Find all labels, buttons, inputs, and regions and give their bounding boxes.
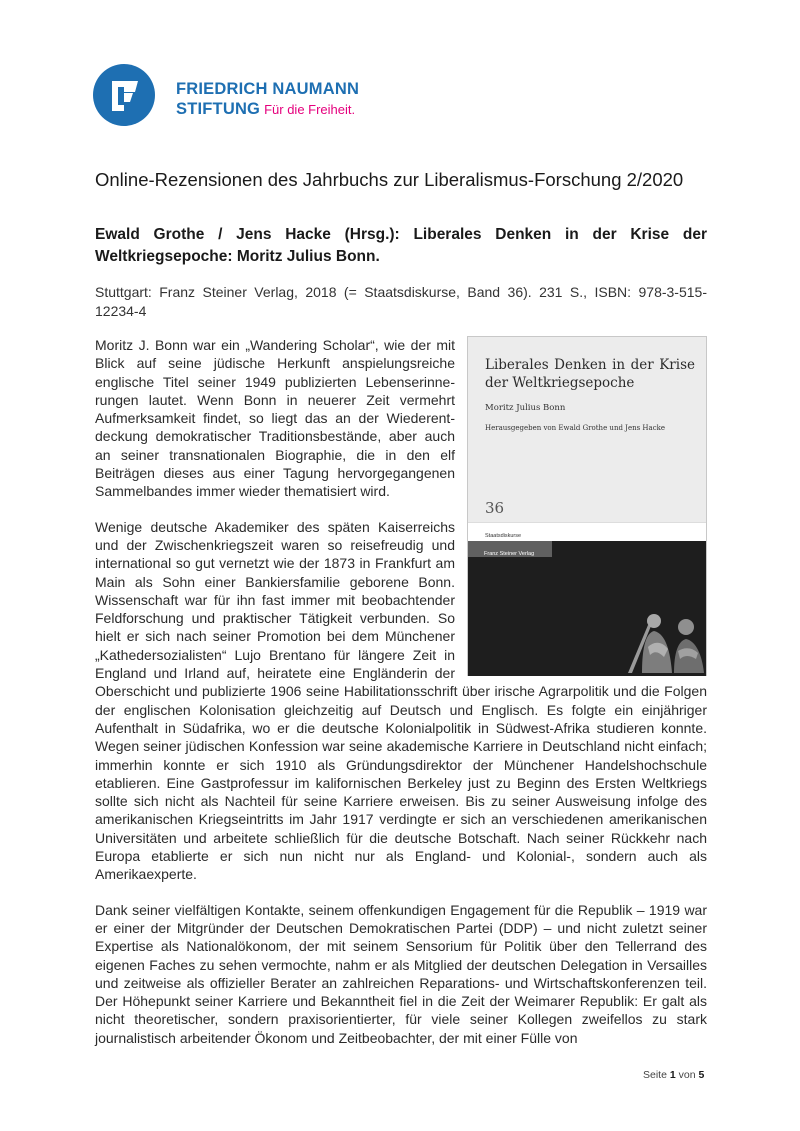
fnf-logo-icon: [93, 64, 155, 126]
cover-author: Moritz Julius Bonn: [485, 403, 566, 413]
page-label: Seite: [643, 1069, 667, 1081]
brand-tagline: Für die Freiheit.: [264, 102, 356, 117]
cover-editors: Herausgegeben von Ewald Grothe und Jens Hacke: [485, 424, 666, 432]
brand-name-stiftung: STIFTUNG: [176, 100, 261, 118]
paragraph-1: Moritz J. Bonn war ein „Wandering Scholar“, wie der mit Blick auf seine jüdische Herkunft anspielungsreiche englische Titel seiner 1949 publizierten Lebenserinnerungen lautet. Wenn Bonn in neuerer Zeit vermehrt Aufmerksamkeit findet, so liegt das an der Wiederentdeckung demokratischer Traditionsbestände, aber auch an seiner transnationalen Biographie, die in den elf Beiträgen dieses aus einer Tagung hervorgegangenen Sammelbandes immer wieder thematisiert wird.: [95, 337, 455, 500]
cover-artwork-figure: [618, 607, 706, 675]
paragraph-3: Dank seiner vielfältigen Kontakte, seinem offenkundigen Engagement für die Republik – 1919 war er einer der Mitgründer der Deutschen Demokratischen Partei (DDP) – und nicht zuletzt seiner Expertise als Nationalökonom, der mit seinem Sensorium für Politik über den Tellerrand des eigenen Faches zu sehen vermochte, nahm er als Mitglied der deutschen Delegation in Versailles und zeitweise als offizieller Berater an zahlreichen Reparations- und Wirtschaftskonferenzen teil. Der Höhepunkt seiner Karriere und Bekanntheit fiel in die Zeit der Weimarer Republik: Er galt als nicht theoretischer, sondern praxisorientierter, für viele seiner Kollegen zweifellos zu stark journalistisch arbeitender Ökonom und Zeitbeobachter, der mit einer Fülle von: [95, 901, 707, 1046]
paragraph-2: Wenige deutsche Akademiker des späten Kaiserreichs und der Zwischenkriegszeit waren so reisefreudig und international so gut vernetzt wie der 1873 in Frankfurt am Main als Sohn einer Bankiersfamilie geborene Bonn. Wissenschaft war für ihn fast immer mit beobachtender Feldforschung und praktischer Tätigkeit verbunden. So hielt er sich nach seiner Promotion bei dem Münchener „Kathedersozialisten“ Lujo Brentano für längere Zeit in England und Irland auf, heiratete eine Engländerin der Oberschicht und publizierte 1906 seine Habilitationsschrift über irische Agrarpolitik und die Folgen der englischen Kolonisation gleichzeitig auf Deutsch und Englisch. Es folgte ein einjähriger Aufenthalt in Südafrika, wo er die deutsche Kolonialpolitik in Südwest-Afrika studieren konnte. Wegen seiner jüdischen Konfession war seine akademische Karriere in Deutschland nicht einfach; immerhin konnte er sich 1910 als Gründungsdirektor der Münchener Handelshochschule etablieren. Eine Gastprofessur im kalifornischen Berkeley just zu Beginn des Ersten Weltkriegs sollte sich nicht als Nachteil für seine Karriere erweisen. Bis zu seiner Ausweisung infolge des amerikanischen Kriegseintritts im Jahr 1917 verdingte er sich an verschiedenen amerikanischen Universitäten und arbeitete schließlich für die deutsche Botschaft. Nach seiner Rückkehr nach Europa etablierte er sich nun nicht nur als England- und Kolonial-, sondern auch als Amerikaexperte.: [95, 518, 707, 883]
document-heading: Online-Rezensionen des Jahrbuchs zur Liberalismus-Forschung 2/2020: [95, 169, 684, 190]
review-title: Ewald Grothe / Jens Hacke (Hrsg.): Liberales Denken in der Krise der Weltkriegsepoche: Moritz Julius Bonn.: [95, 226, 707, 265]
brand-name-line1: FRIEDRICH NAUMANN: [176, 80, 360, 98]
of-label: von: [678, 1069, 696, 1081]
cover-title: Liberales Denken in der Krise der Weltkriegsepoche: [485, 357, 695, 391]
book-cover-image: [467, 336, 707, 676]
brand-name-line2: [176, 99, 359, 120]
cover-volume-number: 36: [485, 499, 505, 517]
cover-publisher: Franz Steiner Verlag: [484, 551, 535, 557]
bibliographic-info: Stuttgart: Franz Steiner Verlag, 2018 (= Staatsdiskurse, Band 36). 231 S., ISBN: 978-3-515-12234-4: [95, 284, 707, 319]
page-footer: [643, 1069, 704, 1081]
page-number: 1: [669, 1069, 676, 1081]
brand-wordmark: [176, 79, 359, 120]
page-total: 5: [698, 1069, 705, 1081]
cover-series: Staatsdiskurse: [485, 533, 522, 539]
review-body: [95, 336, 707, 1064]
